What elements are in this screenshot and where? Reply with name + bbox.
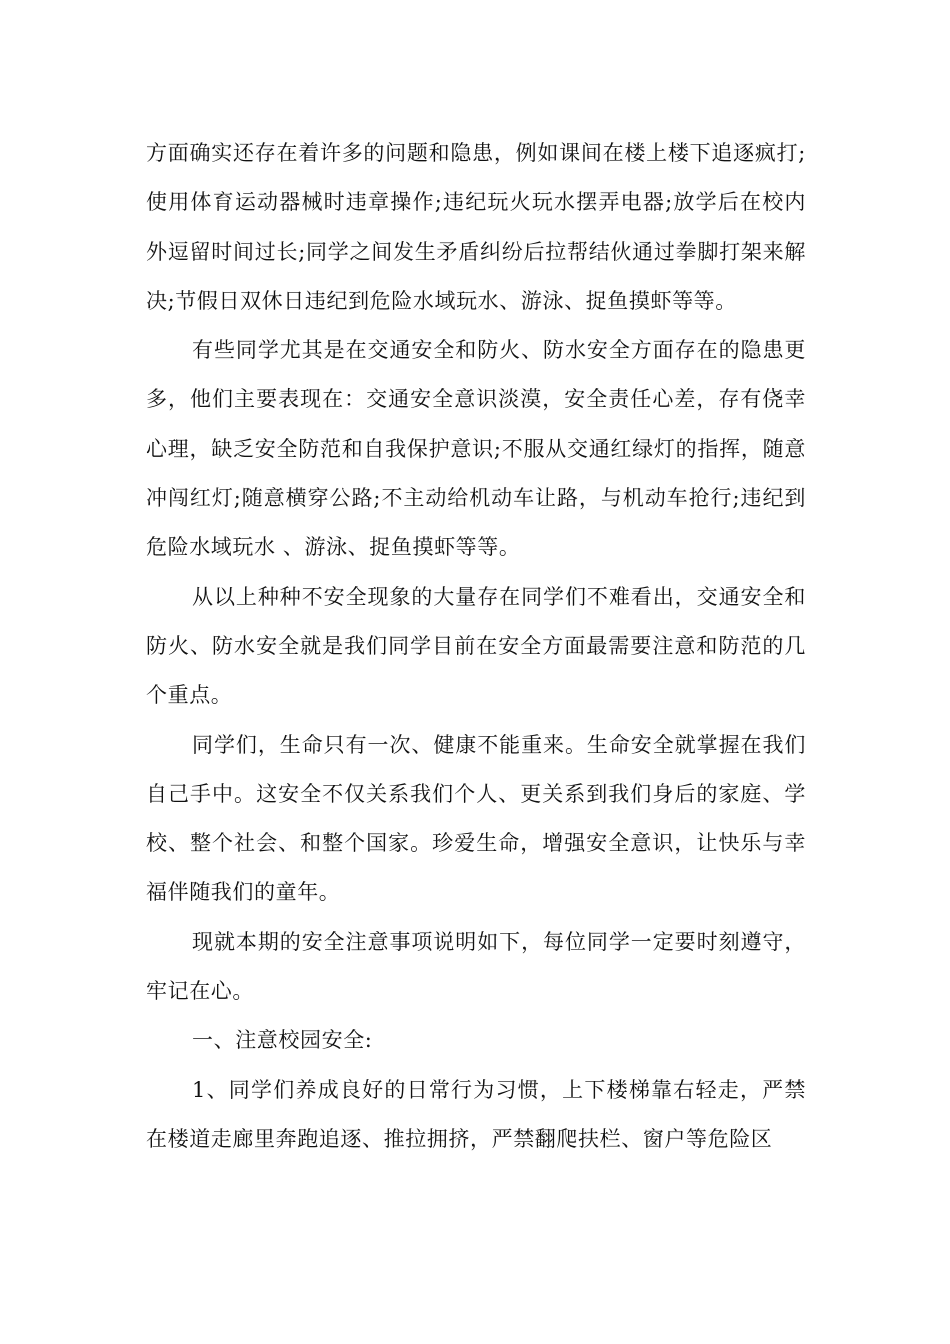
paragraph-notice-intro: 现就本期的安全注意事项说明如下，每位同学一定要时刻遵守，牢记在心。 [146, 929, 806, 1004]
section-heading-campus-safety: 一、注意校园安全: [192, 1028, 373, 1053]
paragraph-continuation: 方面确实还存在着许多的问题和隐患，例如课间在楼上楼下追逐疯打;使用体育运动器械时违章操作;违纪玩火玩水摆弄电器;放学后在校内外逗留时间过长;同学之间发生矛盾纠纷后拉帮结伙通过拳脚打架来解决;节假日双休日违纪到危险水域玩水、游泳、捉鱼摸虾等等。 [146, 141, 806, 313]
paragraph-traffic-safety: 有些同学尤其是在交通安全和防火、防水安全方面存在的隐患更多，他们主要表现在：交通安全意识淡漠，安全责任心差，存有侥幸心理，缺乏安全防范和自我保护意识;不服从交通红绿灯的指挥，随意冲闯红灯;随意横穿公路;不主动给机动车让路，与机动车抢行;违纪到危险水域玩水 、游泳、捉鱼摸虾等等。 [146, 338, 806, 560]
paragraph-key-points: 从以上种种不安全现象的大量存在同学们不难看出，交通安全和防火、防水安全就是我们同学目前在安全方面最需要注意和防范的几个重点。 [146, 584, 806, 708]
list-item-1: 1、同学们养成良好的日常行为习惯，上下楼梯靠右轻走，严禁在楼道走廊里奔跑追逐、推拉拥挤，严禁翻爬扶栏、窗户等危险区 [146, 1077, 806, 1151]
paragraph-cherish-life: 同学们，生命只有一次、健康不能重来。生命安全就掌握在我们自己手中。这安全不仅关系我们个人、更关系到我们身后的家庭、学校、整个社会、和整个国家。珍爱生命，增强安全意识，让快乐与幸福伴随我们的童年。 [146, 732, 806, 905]
document-body [146, 129, 806, 1164]
